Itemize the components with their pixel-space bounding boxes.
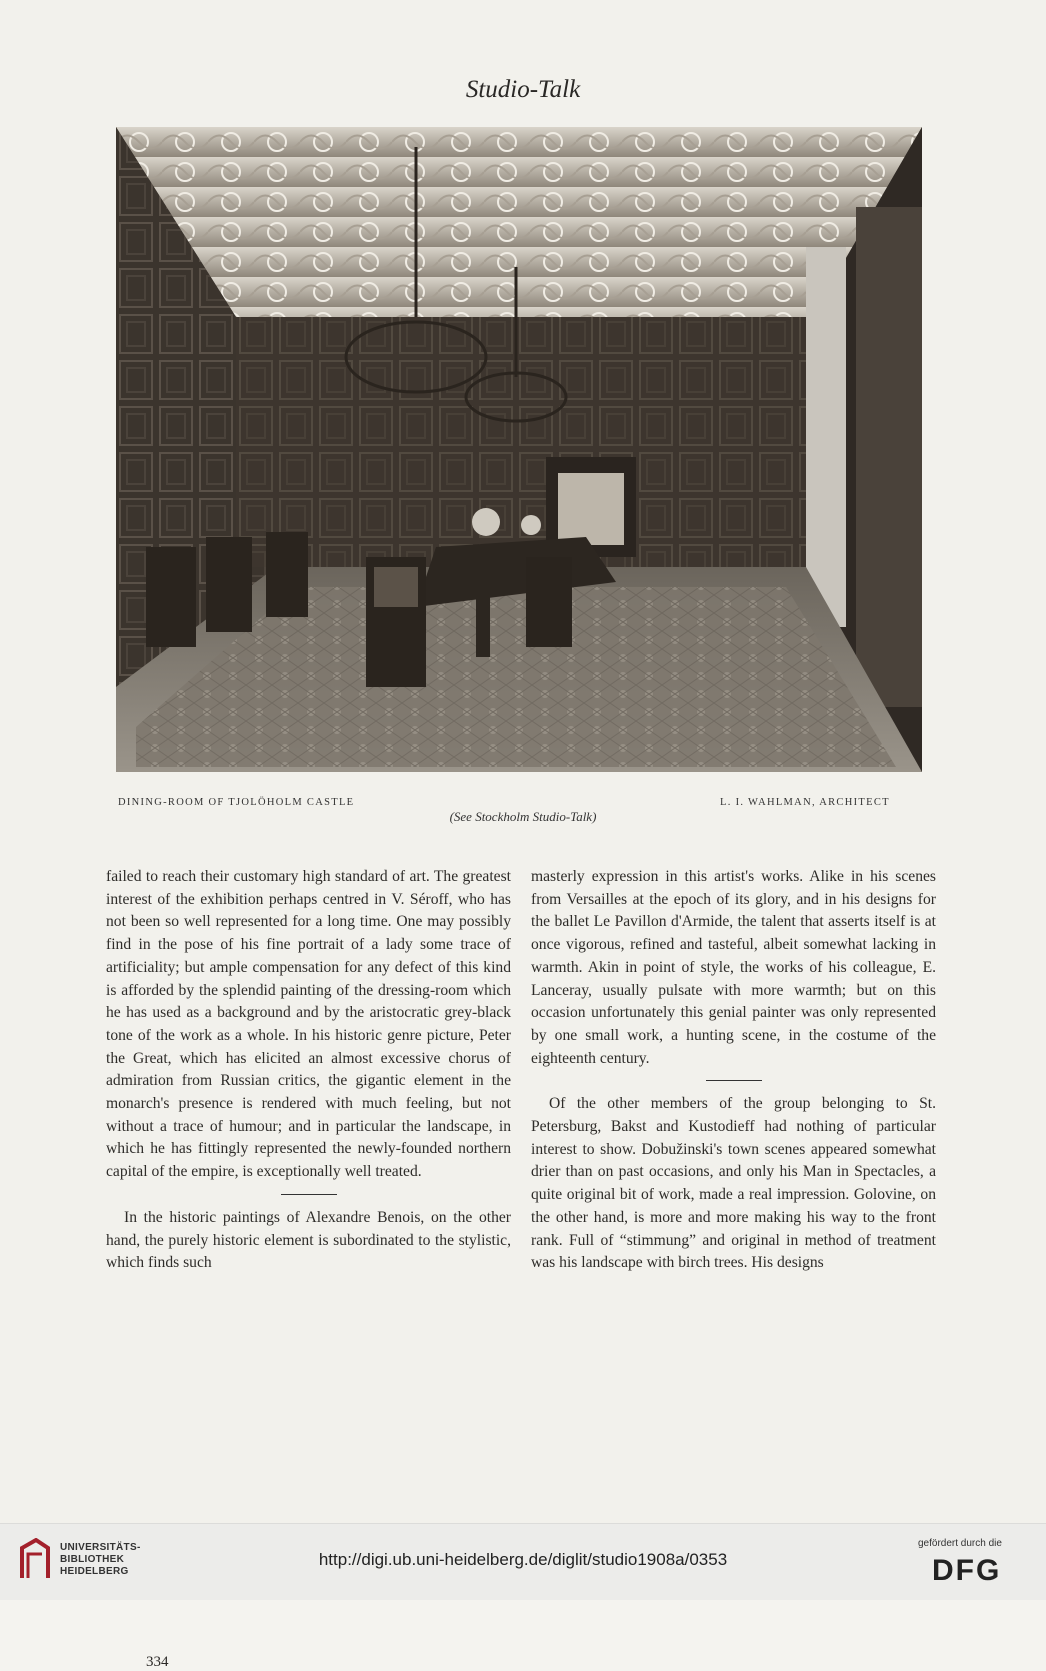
viewer-footer <box>0 1523 1046 1600</box>
photo-plate-dining-room <box>116 127 922 772</box>
institution-line: BIBLIOTHEK <box>60 1554 125 1565</box>
text-column-left <box>106 866 511 1275</box>
permalink-url[interactable]: http://digi.ub.uni-heidelberg.de/diglit/studio1908a/0353 <box>318 1550 728 1569</box>
paragraph: masterly expression in this artist's works. Alike in his scenes from Versailles at the epoch of its glory, and in his designs for the ballet Le Pavillon d'Armide, the talent that asserts itself is at once vigorous, refined and tasteful, albeit somewhat lacking in warmth. Akin in point of style, the works of his colleague, E. Lanceray, usually pulsate with more warmth; but on this occasion unfortunately this genial painter was only represented by one small work, a hunting scene, in the costume of the eighteenth century. <box>531 868 936 1067</box>
caption-note: (See Stockholm Studio-Talk) <box>449 809 597 824</box>
caption-architect: L. I. WAHLMAN, ARCHITECT <box>720 797 890 808</box>
caption-title: DINING-ROOM OF TJOLÖHOLM CASTLE <box>118 797 355 808</box>
institution-line: UNIVERSITÄTS- <box>60 1542 141 1553</box>
dfg-logo: DFG <box>932 1554 1002 1587</box>
text-column-right <box>531 866 936 1275</box>
page-number: 334 <box>146 1654 169 1670</box>
paragraph: Of the other members of the group belonging to St. Petersburg, Bakst and Kustodieff had nothing of particular interest to show. Dobužinski's town scenes appeared somewhat drier than on past occasions, and only his Man in Spectacles, a quite original bit of work, made a real impression. Golovine, on the other hand, is more and more making his way to the front rank. Full of “stimmung” and original in method of treatment was his landscape with birch trees. His designs <box>531 1095 936 1272</box>
dining-room-photo <box>116 127 922 772</box>
section-divider <box>706 1080 762 1081</box>
paragraph: In the historic paintings of Alexandre Benois, on the other hand, the purely historic element is subordinated to the stylistic, which finds such <box>106 1208 511 1272</box>
section-divider <box>281 1194 337 1195</box>
running-head: Studio-Talk <box>465 76 581 103</box>
funded-by-label: gefördert durch die <box>918 1538 1002 1549</box>
institution-line: HEIDELBERG <box>60 1566 129 1577</box>
paragraph: failed to reach their customary high standard of art. The greatest interest of the exhibition perhaps centred in V. Séroff, who has not been so well represented for a long time. One may possibly find in the pose of his fine portrait of a lady some trace of artificiality; but ample compensation for any defect of this kind is afforded by the splendid painting of the dressing-room which he has used as a background and by the aristocratic grey-black tone of the work as a whole. In his historic genre picture, Peter the Great, which has elicited an almost excessive chorus of admiration from Russian critics, the gigantic element in the monarch's presence is rendered with much feeling, but not without a trace of humour; and in particular the landscape, in which he has fittingly represented the newly-founded northern capital of the empire, is exceptionally well treated. <box>106 868 511 1181</box>
